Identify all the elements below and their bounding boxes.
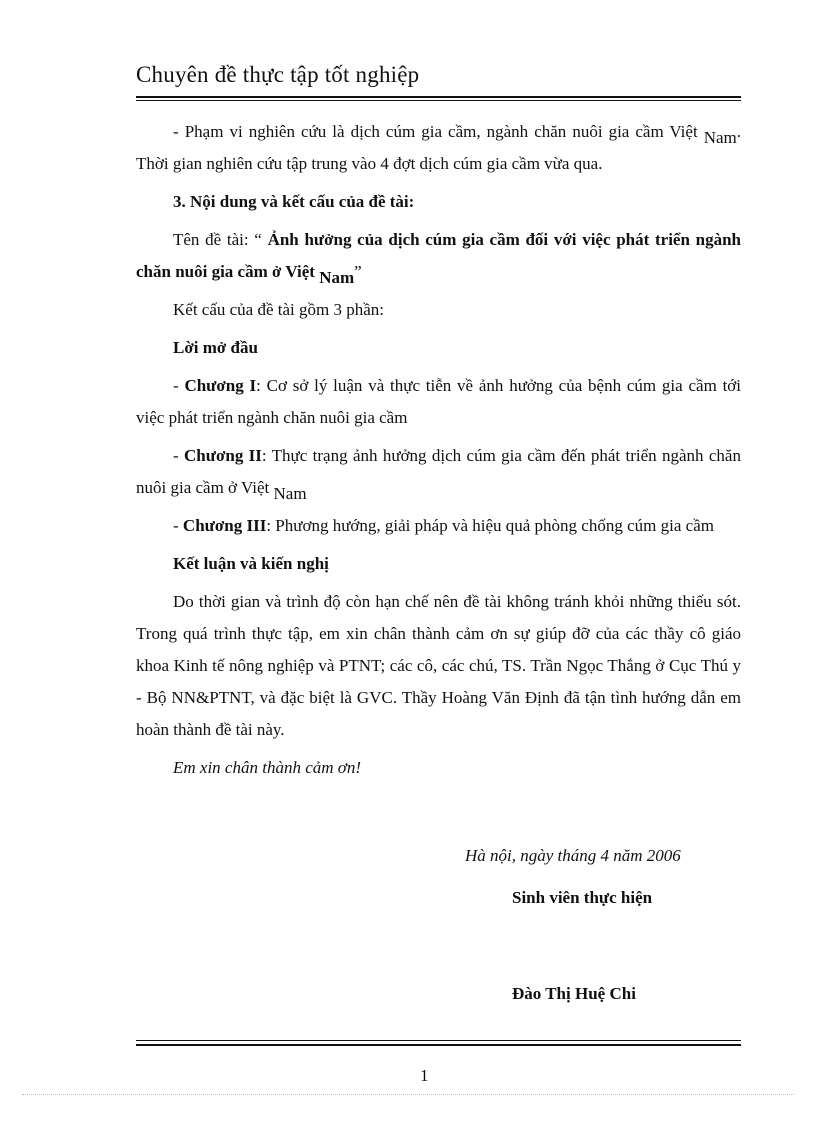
scope-text-b: . Thời gian nghiên cứu tập trung vào 4 đợt dịch cúm gia cầm vừa qua. (136, 122, 741, 173)
chapter-2-nam: Nam (273, 484, 307, 503)
conclusion-heading: Kết luận và kiến nghị (173, 554, 329, 573)
thanks-line: Em xin chân thành cảm ơn! (173, 758, 362, 777)
chapter-1-paragraph: - Chương I: Cơ sở lý luận và thực tiễn về ảnh hưởng của bệnh cúm gia cầm tới việc phát triển ngành chăn nuôi gia cầm (136, 376, 742, 427)
document-body (136, 116, 741, 790)
chapter-3-text: : Phương hướng, giải pháp và hiệu quả phòng chống cúm gia cầm (266, 516, 714, 535)
header-rule (136, 96, 741, 98)
chapter-3-label: Chương III (182, 516, 267, 535)
page-break-line (22, 1094, 794, 1095)
scope-text-nam: Nam (703, 128, 737, 147)
topic-paragraph (136, 224, 741, 288)
chapter-2-label: Chương II (184, 446, 262, 465)
scope-paragraph (136, 116, 741, 180)
page-header-title: Chuyên đề thực tập tốt nghiệp (136, 62, 420, 87)
page-number: 1 (420, 1066, 429, 1085)
footer-rule (136, 1044, 741, 1046)
topic-prefix: Tên đề tài: “ (173, 230, 268, 249)
header-rule-thin (136, 100, 741, 101)
topic-title: Ảnh hưởng của dịch cúm gia cầm đối với việc phát triển ngành chăn nuôi gia cầm ở Việt (136, 230, 741, 281)
topic-title-nam: Nam (319, 268, 355, 287)
chapter-3-paragraph: - Chương III: Phương hướng, giải pháp và hiệu quả phòng chống cúm gia cầm (173, 516, 714, 535)
scope-text-a: - Phạm vi nghiên cứu là dịch cúm gia cầm, ngành chăn nuôi gia cầm Việt (173, 122, 704, 141)
structure-paragraph: Kết cấu của đề tài gồm 3 phần: (173, 300, 385, 319)
signature-role: Sinh viên thực hiện (512, 888, 653, 907)
topic-suffix: ” (354, 262, 362, 281)
section-heading: 3. Nội dung và kết cấu của đề tài: (173, 192, 415, 211)
intro-heading: Lời mở đầu (173, 338, 258, 357)
footer-rule-thin (136, 1040, 741, 1041)
chapter-1-text: : Cơ sở lý luận và thực tiễn về ảnh hưởng của bệnh cúm gia cầm tới việc phát triển ngành chăn nuôi gia cầm (136, 376, 742, 427)
signature-name: Đào Thị Huệ Chi (512, 984, 636, 1003)
chapter-1-label: Chương I (184, 376, 257, 395)
chapter-2-text: : Thực trạng ảnh hưởng dịch cúm gia cầm đến phát triển ngành chăn nuôi gia cầm ở Việt (136, 446, 741, 497)
signature-date: Hà nội, ngày tháng 4 năm 2006 (465, 846, 681, 865)
acknowledgement-paragraph: Do thời gian và trình độ còn hạn chế nên đề tài không tránh khỏi những thiếu sót. Trong quá trình thực tập, em xin chân thành cảm ơn sự giúp đỡ của các thầy cô giáo khoa Kinh tế nông nghiệp và PTNT; các cô, các chú, TS. Trần Ngọc Thắng ở Cục Thú y - Bộ NN&PTNT, và đặc biệt là GVC. Thầy Hoàng Văn Định đã tận tình hướng dẫn em hoàn thành đề tài này. (136, 592, 741, 739)
chapter-2-paragraph: - Chương II: Thực trạng ảnh hưởng dịch cúm gia cầm đến phát triển ngành chăn nuôi gia cầm ở Việt Nam (136, 446, 741, 503)
